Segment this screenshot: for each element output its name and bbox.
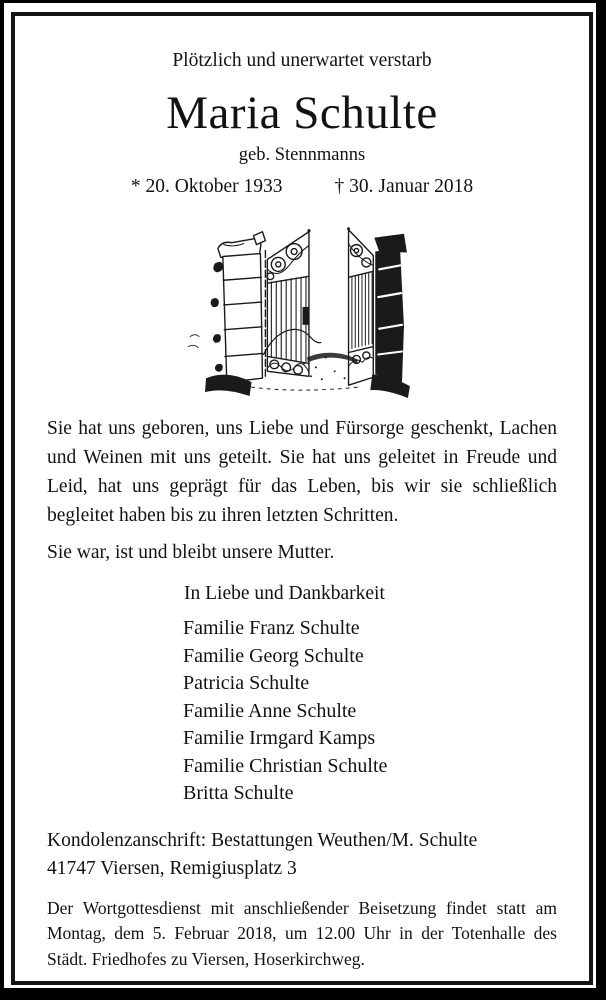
mourner-item: Familie Irmgard Kamps xyxy=(183,727,376,749)
death-date: † 30. Januar 2018 xyxy=(334,176,474,197)
mourner-item: Familie Christian Schulte xyxy=(183,754,388,777)
life-dates xyxy=(47,175,557,198)
tribute-paragraph: Sie hat uns geboren, uns Liebe und Fürsorge geschenkt, Lachen und Weinen mit uns geteilt. Sie hat uns geleitet in Freude und Leid, hat uns geprägt für das Leben, bis wir sie schließlich begleitet haben bis zu ihren letzten Schritten. xyxy=(47,418,557,526)
notice-page xyxy=(4,3,596,988)
service-details: Der Wortgottesdienst mit anschließender Beisetzung findet statt am Montag, dem 5. Februar 2018, um 12.00 Uhr in der Totenhalle des Städt. Friedhofes zu Viersen, Hoserkirchweg. xyxy=(47,897,557,969)
farewell-line: In Liebe und Dankbarkeit xyxy=(184,583,385,604)
mourner-item: Familie Georg Schulte xyxy=(183,644,364,667)
open-gate-icon xyxy=(159,208,449,401)
tribute-closing: Sie war, ist und bleibt unsere Mutter. xyxy=(47,542,335,563)
mourner-item: Familie Franz Schulte xyxy=(183,617,360,639)
mourner-item: Britta Schulte xyxy=(183,782,294,804)
mourner-item: Patricia Schulte xyxy=(183,672,310,694)
deceased-name: Maria Schulte xyxy=(166,87,438,139)
maiden-name: geb. Stennmanns xyxy=(238,145,366,165)
notice-content xyxy=(15,16,589,981)
mourner-item: Familie Anne Schulte xyxy=(183,699,357,722)
condolence-line2: 41747 Viersen, Remigiusplatz 3 xyxy=(47,857,297,879)
intro-line: Plötzlich und unerwartet verstarb xyxy=(172,50,432,71)
condolence-address xyxy=(47,827,557,883)
birth-date: * 20. Oktober 1933 xyxy=(130,176,283,197)
mourner-list xyxy=(183,615,557,808)
condolence-line1: Kondolenzanschrift: Bestattungen Weuthen/M. Schulte xyxy=(47,829,478,851)
notice-border-frame xyxy=(11,12,593,985)
